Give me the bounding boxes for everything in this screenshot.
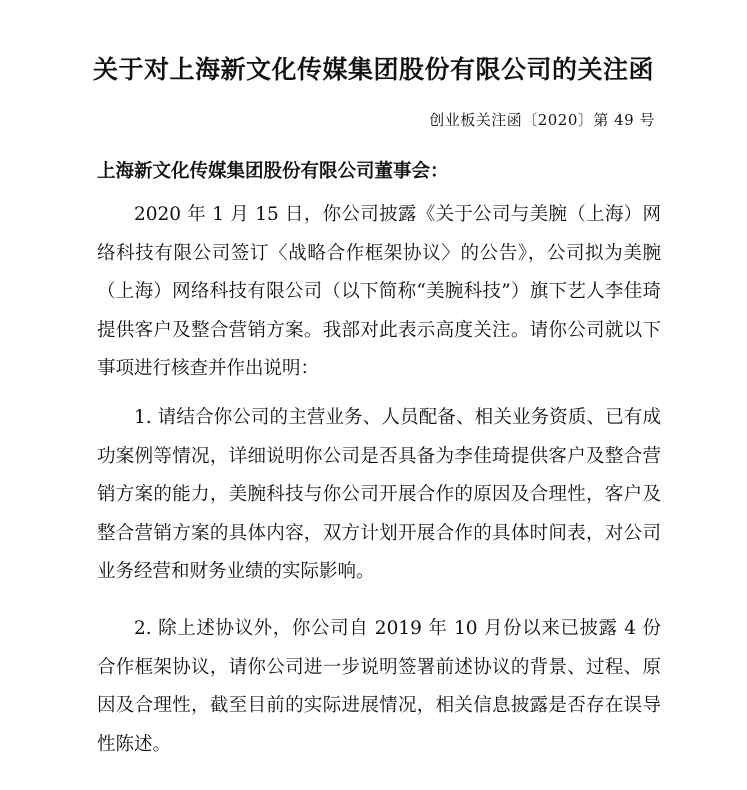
document-title: 关于对上海新文化传媒集团股份有限公司的关注函 (92, 55, 654, 84)
document-number: 创业板关注函〔2020〕第 49 号 (429, 111, 655, 129)
paragraph-item-1: 1. 请结合你公司的主营业务、人员配备、相关业务资质、已有成功案例等情况，详细说明你公司是否具备为李佳琦提供客户及整合营销方案的能力，美腕科技与你公司开展合作的原因及合理性，客户及整合营销方案的具体内容，双方计划开展合作的具体时间表，对公司业务经营和财务业绩的实际影响。 (97, 407, 661, 582)
paragraph-intro: 2020 年 1 月 15 日，你公司披露《关于公司与美腕（上海）网络科技有限公司签订〈战略合作框架协议〉的公告》，公司拟为美腕（上海）网络科技有限公司（以下简称“美腕科技”）旗下艺人李佳琦提供客户及整合营销方案。我部对此表示高度关注。请你公司就以下事项进行核查并作出说明： (97, 204, 661, 379)
addressee: 上海新文化传媒集团股份有限公司董事会： (97, 161, 449, 182)
paragraph-item-2: 2. 除上述协议外，你公司自 2019 年 10 月份以来已披露 4 份合作框架协议，请你公司进一步说明签署前述协议的背景、过程、原因及合理性，截至目前的实际进展情况，相关信息披露是否存在误导性陈述。 (97, 618, 661, 755)
